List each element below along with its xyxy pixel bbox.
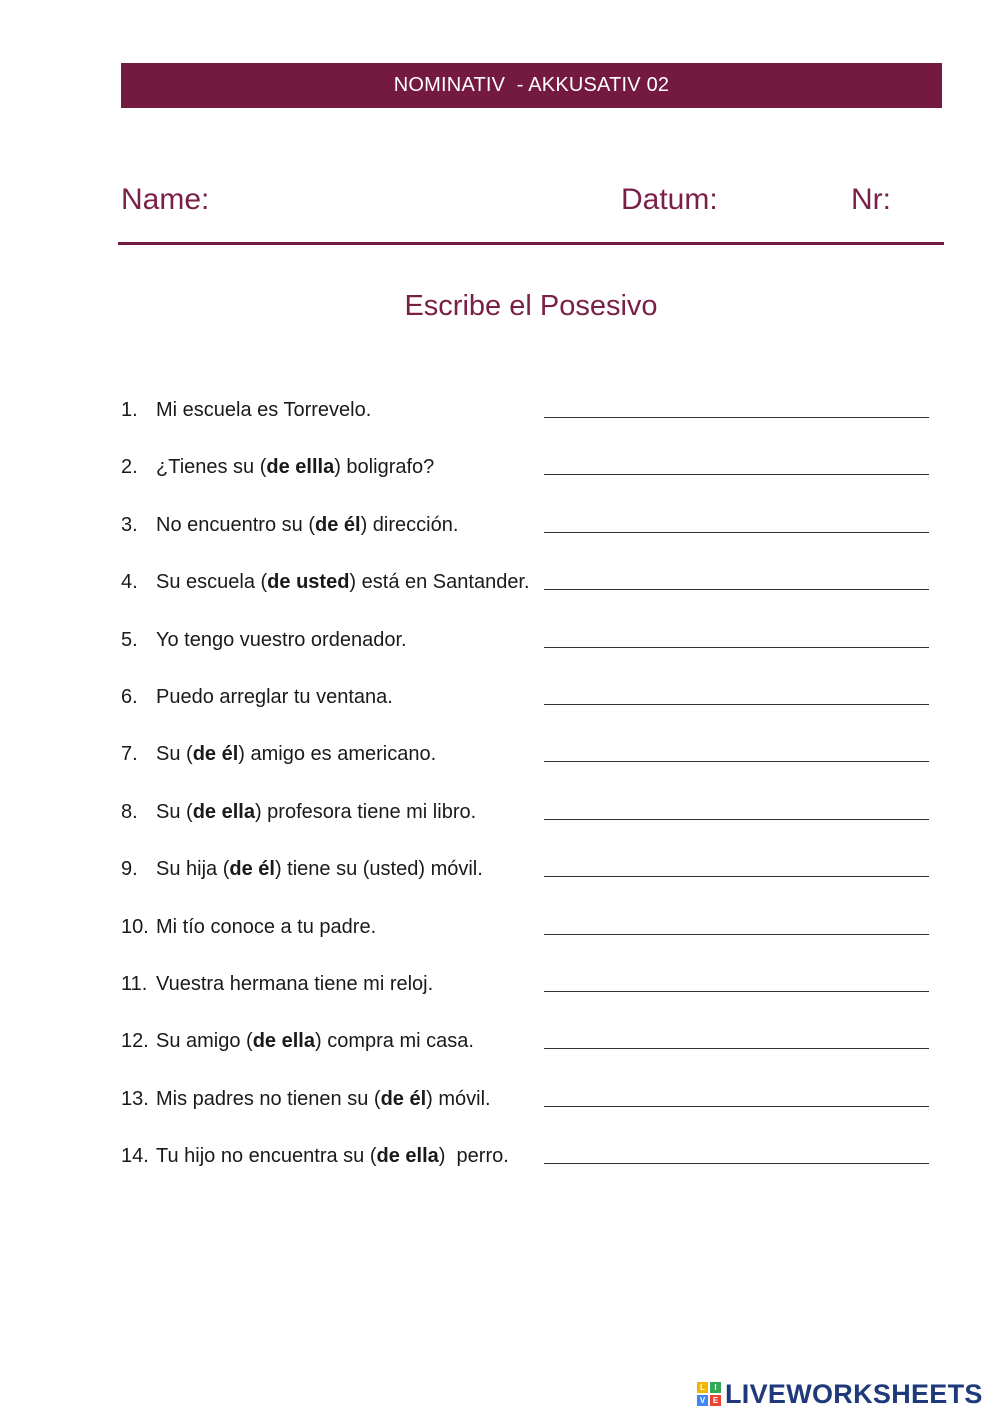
logo-square: I (710, 1382, 721, 1393)
exercise-item (121, 452, 941, 482)
item-sentence (156, 567, 530, 597)
possessor-hint: de ellla (266, 456, 335, 479)
answer-blank[interactable] (544, 1141, 929, 1164)
exercise-item (121, 567, 941, 597)
item-sentence (156, 854, 483, 884)
liveworksheets-logo (697, 1377, 983, 1411)
item-number: 5. (121, 628, 138, 651)
name-label: Name: (121, 183, 210, 216)
exercise-item (121, 1141, 941, 1171)
answer-blank[interactable] (544, 1084, 929, 1107)
possessor-hint: de él (380, 1087, 427, 1110)
item-number: 8. (121, 800, 138, 823)
exercise-item (121, 854, 941, 884)
header-divider (118, 242, 944, 245)
exercise-item (121, 625, 941, 655)
sentence-fragment: ) perro. (438, 1145, 509, 1168)
possessor-hint: de él (314, 513, 361, 536)
possessor-hint: de usted (267, 571, 350, 594)
sentence-fragment: Mis padres no tienen su ( (156, 1087, 381, 1110)
item-sentence (156, 1084, 491, 1114)
possessor-hint: de ella (192, 800, 255, 823)
exercise-item (121, 969, 941, 999)
item-number: 4. (121, 571, 138, 594)
exercise-item (121, 395, 941, 425)
answer-blank[interactable] (544, 912, 929, 935)
sentence-fragment: ) boligrafo? (334, 456, 435, 479)
answer-blank[interactable] (544, 682, 929, 705)
answer-blank[interactable] (544, 854, 929, 877)
item-sentence (156, 1141, 509, 1171)
item-number: 10. (121, 915, 149, 938)
item-sentence (156, 1026, 474, 1056)
sentence-fragment: ) tiene su (usted) móvil. (274, 858, 483, 881)
banner-title: NOMINATIV - AKKUSATIV 02 (393, 74, 670, 96)
logo-square: L (697, 1382, 708, 1393)
item-number: 7. (121, 743, 138, 766)
sentence-fragment: Su ( (156, 800, 193, 823)
exercise-item (121, 510, 941, 540)
liveworksheets-icon (697, 1382, 721, 1406)
answer-blank[interactable] (544, 739, 929, 762)
sentence-fragment: Puedo arreglar tu ventana. (156, 686, 393, 708)
logo-square: V (697, 1395, 708, 1406)
item-number: 13. (121, 1087, 149, 1110)
sentence-fragment: ) dirección. (360, 513, 459, 536)
item-sentence (156, 739, 436, 769)
item-sentence (156, 625, 407, 655)
sentence-fragment: ) está en Santander. (349, 571, 530, 594)
answer-blank[interactable] (544, 1026, 929, 1049)
exercise-item (121, 682, 941, 712)
date-label: Datum: (621, 183, 718, 216)
answer-blank[interactable] (544, 625, 929, 648)
logo-text: LIVEWORKSHEETS (725, 1378, 983, 1409)
sentence-fragment: Mi tío conoce a tu padre. (156, 915, 377, 938)
sentence-fragment: Su hija ( (156, 858, 230, 881)
exercise-item (121, 912, 941, 942)
possessor-hint: de él (229, 858, 275, 881)
exercise-item (121, 1084, 941, 1114)
answer-blank[interactable] (544, 452, 929, 475)
sentence-fragment: ) profesora tiene mi libro. (254, 800, 477, 823)
item-sentence (156, 969, 433, 999)
item-sentence (156, 510, 458, 540)
exercise-item (121, 739, 941, 769)
item-number: 11. (121, 973, 148, 995)
answer-blank[interactable] (544, 567, 929, 590)
sentence-fragment: Mi escuela es Torrevelo. (156, 399, 372, 421)
sentence-fragment: ) compra mi casa. (314, 1030, 474, 1053)
item-sentence (156, 682, 393, 712)
sentence-fragment: ) móvil. (426, 1087, 491, 1110)
possessor-hint: de él (192, 743, 239, 766)
possessor-hint: de ella (376, 1145, 439, 1168)
sentence-fragment: Vuestra hermana tiene mi reloj. (156, 973, 434, 995)
sentence-fragment: Su amigo ( (156, 1030, 253, 1053)
exercise-title: Escribe el Posesivo (404, 290, 658, 322)
item-number: 12. (121, 1030, 149, 1053)
item-sentence (156, 452, 434, 482)
item-sentence (156, 395, 371, 425)
possessor-hint: de ella (252, 1030, 315, 1053)
item-number: 1. (121, 399, 138, 421)
sentence-fragment: No encuentro su ( (156, 513, 315, 536)
exercise-item (121, 1026, 941, 1056)
sentence-fragment: Tu hijo no encuentra su ( (156, 1145, 377, 1168)
item-number: 9. (121, 858, 138, 881)
item-number: 2. (121, 456, 138, 479)
worksheet-banner (121, 63, 942, 108)
sentence-fragment: Su escuela ( (156, 571, 268, 594)
answer-blank[interactable] (544, 510, 929, 533)
answer-blank[interactable] (544, 395, 929, 418)
sentence-fragment: ¿Tienes su ( (156, 456, 267, 479)
item-sentence (156, 797, 476, 827)
item-number: 14. (121, 1145, 149, 1168)
nr-label: Nr: (851, 183, 891, 216)
sentence-fragment: Yo tengo vuestro ordenador. (156, 628, 407, 651)
logo-square: E (710, 1395, 721, 1406)
sentence-fragment: ) amigo es americano. (238, 743, 437, 766)
answer-blank[interactable] (544, 969, 929, 992)
sentence-fragment: Su ( (156, 743, 193, 766)
item-number: 3. (121, 513, 138, 536)
exercise-item (121, 797, 941, 827)
answer-blank[interactable] (544, 797, 929, 820)
item-sentence (156, 912, 376, 942)
item-number: 6. (121, 686, 138, 708)
